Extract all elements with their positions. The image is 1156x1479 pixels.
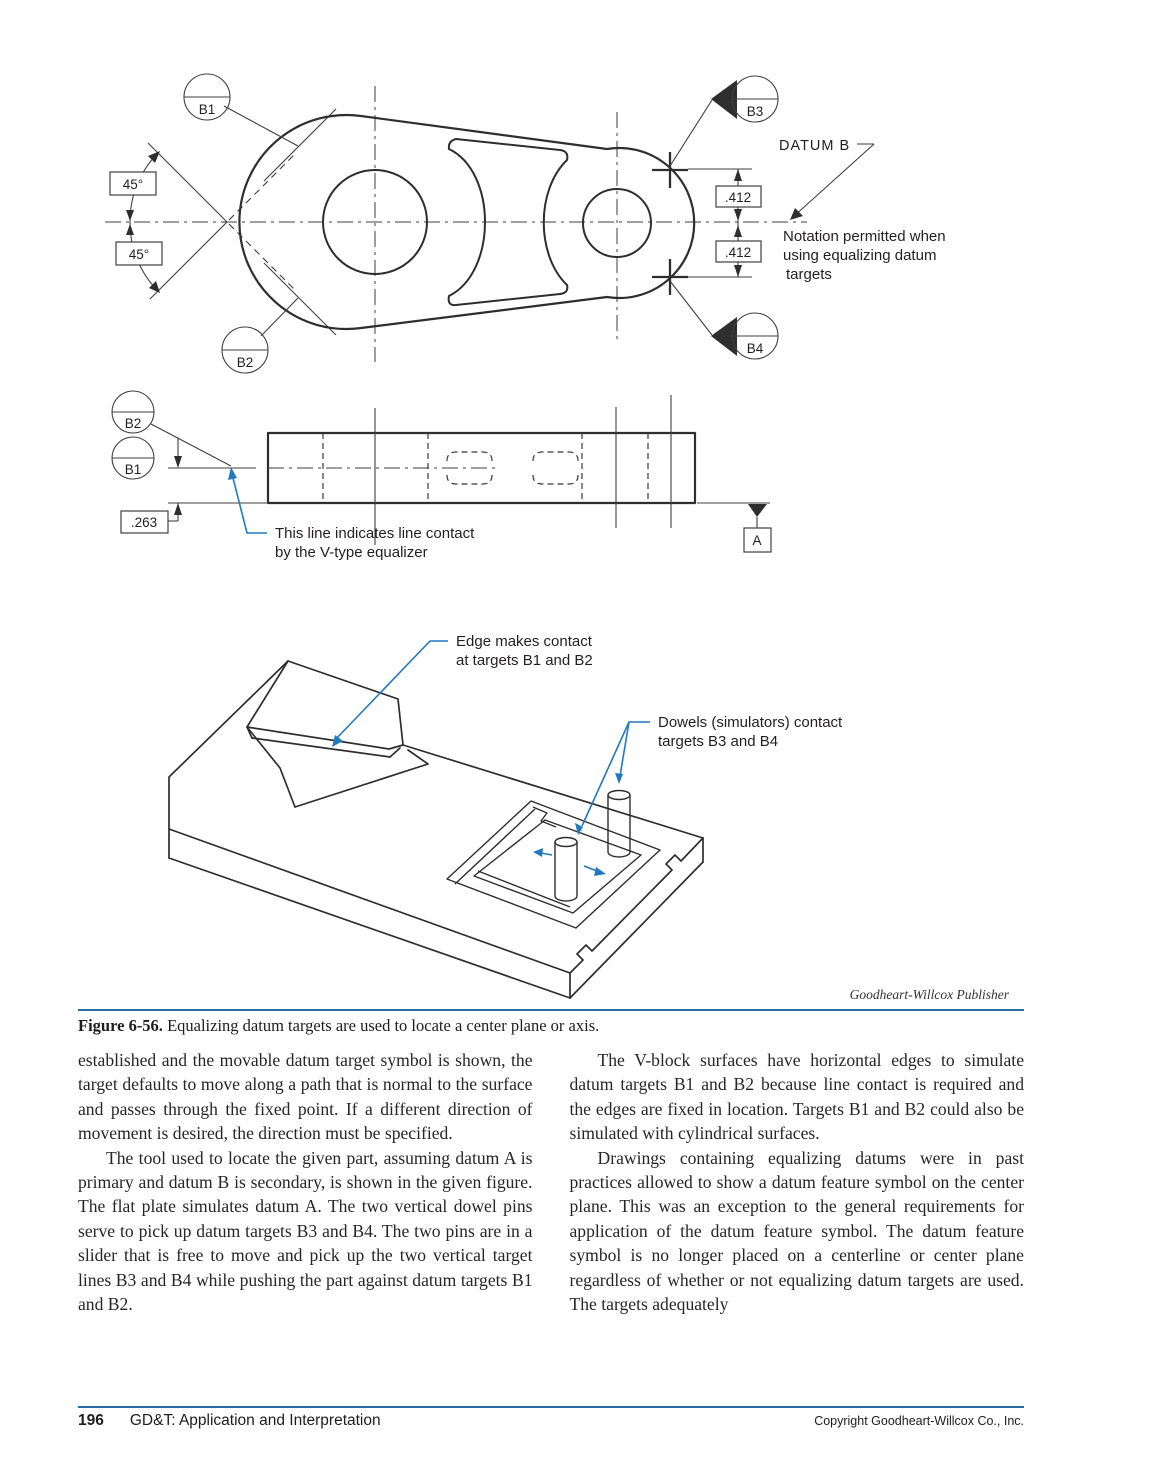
svg-text:This line indicates line conta: This line indicates line contact	[275, 525, 475, 542]
line-contact-note	[228, 467, 475, 561]
datum-a-symbol	[697, 503, 771, 552]
paragraph: established and the movable datum target symbol is shown, the target defaults to move along a path that is normal to the surface and passes through the fixed point. If a different direction of movement is desired, the direction must be specified.	[78, 1050, 533, 1144]
body-text	[78, 1048, 1024, 1316]
angle-45-upper: 45°	[122, 177, 144, 192]
book-title: GD&T: Application and Interpretation	[129, 1412, 381, 1429]
datum-b-label: DATUM B	[779, 138, 851, 154]
dim-263	[121, 438, 182, 533]
svg-text:by the V-type equalizer: by the V-type equalizer	[275, 544, 428, 561]
footer-rule	[78, 1406, 1024, 1408]
b1-b2-leader	[151, 424, 231, 466]
svg-text:B1: B1	[124, 462, 142, 477]
notation-note-line2: using equalizing datum	[783, 247, 937, 264]
paragraph: Drawings containing equalizing datums were in past practices allowed to show a datum feature symbol on the center plane. This was an exception to the general requirements for application of the datum feature symbol. The datum feature symbol is no longer placed on a centerline or center plane regardless of whether or not equalizing datum targets are used. The targets adequately	[569, 1147, 1024, 1315]
svg-text:targets B3 and B4: targets B3 and B4	[658, 733, 779, 750]
svg-text:at targets B1 and B2: at targets B1 and B2	[456, 652, 593, 669]
svg-text:.263: .263	[130, 515, 158, 530]
pocket-step	[533, 807, 556, 827]
svg-text:A: A	[752, 533, 762, 548]
notation-note-line3: targets	[786, 266, 832, 283]
slider-motion-arrows	[533, 848, 606, 876]
target-line-b2	[264, 263, 336, 335]
target-line-b1	[264, 109, 336, 181]
movable-datum-target-symbol-b4	[670, 281, 778, 359]
datum-b-callout	[779, 138, 874, 220]
svg-text:Edge makes contact: Edge makes contact	[456, 633, 592, 650]
footer-left	[78, 1412, 381, 1430]
caption-rule	[78, 1009, 1024, 1011]
movable-datum-target-symbol-b3	[670, 76, 778, 166]
dim-412-lower: .412	[724, 245, 752, 260]
figure-caption-label: Figure 6-56.	[78, 1016, 163, 1035]
slider-pocket	[447, 801, 660, 928]
svg-text:B4: B4	[746, 341, 764, 356]
page-number: 196	[78, 1412, 104, 1429]
dim-412-upper: .412	[724, 190, 752, 205]
datum-target-symbol-b1-side	[112, 437, 154, 479]
datum-target-symbol-b2	[222, 298, 298, 373]
angle-45-lower: 45°	[128, 247, 150, 262]
copyright-notice: Copyright Goodheart-Willcox Co., Inc.	[814, 1414, 1024, 1428]
construction-line-upper	[148, 143, 227, 222]
svg-text:Dowels (simulators) contact: Dowels (simulators) contact	[658, 714, 843, 731]
svg-text:B2: B2	[124, 416, 142, 431]
isometric-view	[169, 633, 843, 998]
dowels-note	[575, 714, 843, 835]
svg-text:B3: B3	[746, 104, 764, 119]
datum-target-symbol-b2-side	[112, 391, 154, 433]
dowel-pin-front	[555, 838, 577, 902]
vblock-top-face	[247, 661, 403, 749]
paragraph: The tool used to locate the given part, assuming datum A is primary and datum B is secondary, is shown in the given figure. The flat plate simulates datum A. The two vertical dowel pins serve to pick up datum targets B3 and B4. The two pins are in a slider that is free to move and pick up the two vertical target lines B3 and B4 while pushing the part against datum targets B1 and B2.	[78, 1147, 533, 1315]
paragraph: The V-block surfaces have horizontal edges to simulate datum targets B1 and B2 because line contact is required and the edges are fixed in location. Targets B1 and B2 could also be simulated with cylindrical surfaces.	[569, 1050, 1024, 1144]
figure-caption	[78, 1016, 1024, 1037]
datum-target-symbol-b1	[184, 74, 298, 146]
publisher-credit: Goodheart-Willcox Publisher	[849, 987, 1009, 1002]
right-column	[570, 1048, 1025, 1316]
top-view	[105, 74, 946, 373]
left-column	[78, 1048, 533, 1316]
svg-text:B1: B1	[198, 102, 216, 117]
side-view	[112, 391, 771, 561]
figure-caption-text: Equalizing datum targets are used to locate a center plane or axis.	[162, 1016, 600, 1035]
svg-text:B2: B2	[236, 355, 254, 370]
page-footer	[78, 1412, 1024, 1430]
notation-note-line1: Notation permitted when	[783, 228, 946, 245]
